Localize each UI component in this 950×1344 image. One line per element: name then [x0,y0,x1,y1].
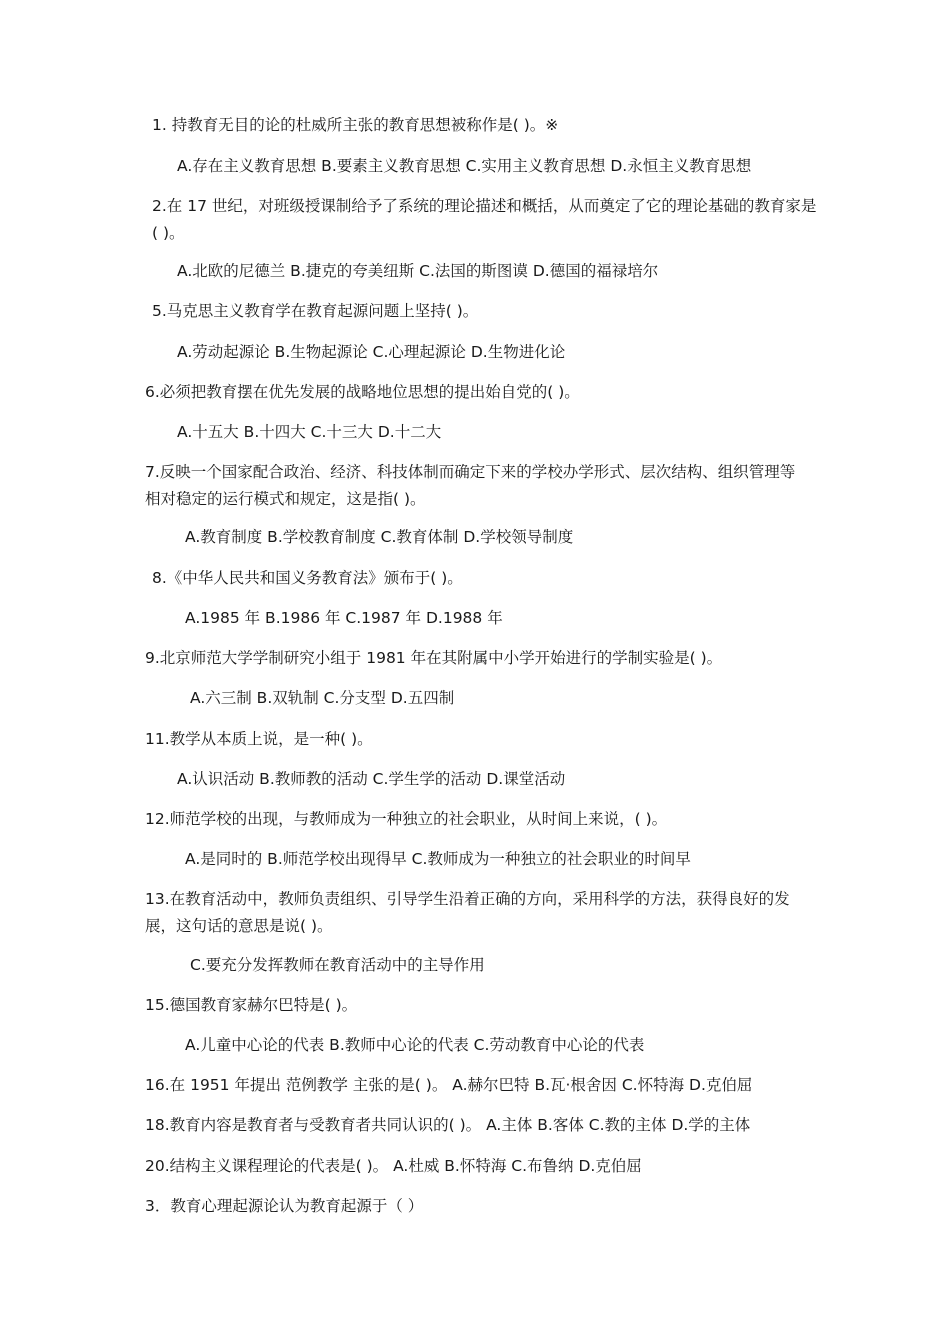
question-9: 9.北京师范大学学制研究小组于 1981 年在其附属中小学开始进行的学制实验是( )。 [145,649,723,667]
question-13: 13.在教育活动中，教师负责组织、引导学生沿着正确的方向，采用科学的方法，获得良好的发展，这句话的意思是说( )。 [145,890,790,935]
options-1: A.存在主义教育思想 B.要素主义教育思想 C.实用主义教育思想 D.永恒主义教育思想 [177,157,752,175]
options-9: A.六三制 B.双轨制 C.分支型 D.五四制 [190,689,455,707]
question-7: 7.反映一个国家配合政治、经济、科技体制而确定下来的学校办学形式、层次结构、组织管理等相对稳定的运行模式和规定，这是指( )。 [145,463,796,508]
options-8: A.1985 年 B.1986 年 C.1987 年 D.1988 年 [185,609,503,627]
question-12: 12.师范学校的出现，与教师成为一种独立的社会职业，从时间上来说，( )。 [145,810,668,828]
options-13: C.要充分发挥教师在教育活动中的主导作用 [190,956,485,974]
options-6: A.十五大 B.十四大 C.十三大 D.十二大 [177,423,442,441]
question-8: 8.《中华人民共和国义务教育法》颁布于( )。 [152,569,463,587]
options-2: A.北欧的尼德兰 B.捷克的夸美纽斯 C.法国的斯图谟 D.德国的福禄培尔 [177,262,659,280]
question-15: 15.德国教育家赫尔巴特是( )。 [145,996,358,1014]
options-12: A.是同时的 B.师范学校出现得早 C.教师成为一种独立的社会职业的时间早 [185,850,691,868]
question-18: 18.教育内容是教育者与受教育者共同认识的( )。 A.主体 B.客体 C.教的主体 D.学的主体 [145,1116,751,1134]
options-11: A.认识活动 B.教师教的活动 C.学生学的活动 D.课堂活动 [177,770,566,788]
question-2: 2.在 17 世纪，对班级授课制给予了系统的理论描述和概括，从而奠定了它的理论基础的教育家是( )。 [152,197,817,242]
question-6: 6.必须把教育摆在优先发展的战略地位思想的提出始自党的( )。 [145,383,580,401]
question-1: 1. 持教育无目的论的杜威所主张的教育思想被称作是( )。※ [152,116,559,134]
question-16: 16.在 1951 年提出 范例教学 主张的是( )。 A.赫尔巴特 B.瓦·根舍因 C.怀特海 D.克伯屈 [145,1076,753,1094]
options-15: A.儿童中心论的代表 B.教师中心论的代表 C.劳动教育中心论的代表 [185,1036,645,1054]
question-11: 11.教学从本质上说，是一种( )。 [145,730,373,748]
question-3: 3．教育心理起源论认为教育起源于（ ） [145,1197,424,1215]
question-20: 20.结构主义课程理论的代表是( )。 A.杜威 B.怀特海 C.布鲁纳 D.克伯屈 [145,1157,642,1175]
options-5: A.劳动起源论 B.生物起源论 C.心理起源论 D.生物进化论 [177,343,566,361]
options-7: A.教育制度 B.学校教育制度 C.教育体制 D.学校领导制度 [185,528,574,546]
question-5: 5.马克思主义教育学在教育起源问题上坚持( )。 [152,302,479,320]
